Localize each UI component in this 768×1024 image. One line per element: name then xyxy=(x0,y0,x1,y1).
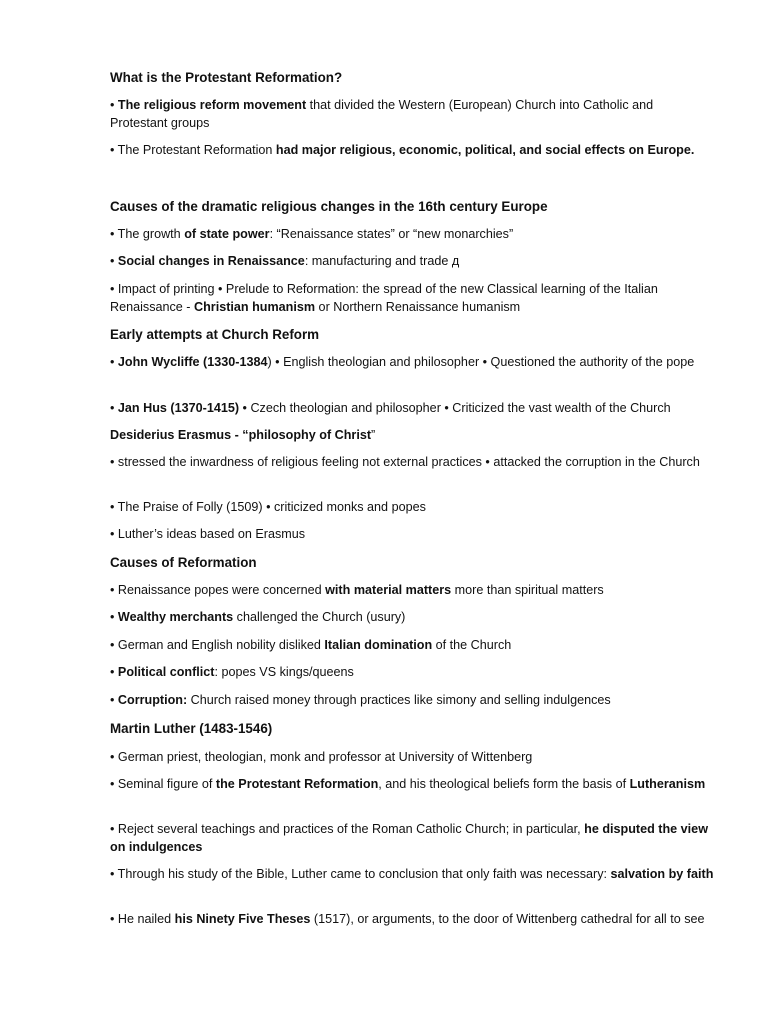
bullet-reject-teachings-run-0: • Reject several teachings and practices of the Roman Catholic Church; in particular, xyxy=(110,822,585,836)
bullet-state-power xyxy=(110,226,714,244)
bullet-state-power-run-0: • The growth xyxy=(110,227,185,241)
bullet-social-changes-run-0: • xyxy=(110,254,118,268)
bullet-religious-reform-run-2: that divided the Western (European) Church into Catholic and Protestant groups xyxy=(110,98,654,130)
bullet-inwardness xyxy=(110,454,714,472)
bullet-seminal-figure-run-2: , and his theological beliefs form the basis of xyxy=(378,777,630,791)
bullet-seminal-figure-run-3: Lutheranism xyxy=(629,777,706,791)
bullet-political-conflict-run-0: • xyxy=(110,665,118,679)
bullet-seminal-figure xyxy=(110,776,714,794)
bullet-renaissance-popes xyxy=(110,582,714,600)
bullet-wealthy-merchants xyxy=(110,609,714,627)
heading-early-attempts xyxy=(110,326,714,344)
bullet-salvation-by-faith-run-0: • Through his study of the Bible, Luther came to conclusion that only faith was necessary: xyxy=(110,867,611,881)
bullet-italian-domination-run-1: Italian domination xyxy=(324,638,433,652)
bullet-social-changes xyxy=(110,253,714,271)
bullet-hus-run-2: • Czech theologian and philosopher • Criticized the vast wealth of the Church xyxy=(239,401,671,415)
heading-early-attempts-run-0: Early attempts at Church Reform xyxy=(110,327,320,342)
bullet-wycliffe-run-1: John Wycliffe (1330-1384 xyxy=(117,355,268,369)
heading-causes-of-reformation xyxy=(110,554,714,572)
heading-what-is-reformation xyxy=(110,69,714,87)
bullet-luther-erasmus-run-0: • Luther’s ideas based on Erasmus xyxy=(110,527,306,541)
bullet-salvation-by-faith xyxy=(110,866,714,884)
heading-causes-16th-century xyxy=(110,198,714,216)
bullet-ninety-five-theses xyxy=(110,911,714,929)
bullet-wycliffe-run-2: ) • English theologian and philosopher • Questioned the authority of the pope xyxy=(267,355,695,369)
bullet-ninety-five-theses-run-0: • He nailed xyxy=(110,912,175,926)
bullet-corruption xyxy=(110,692,714,710)
bullet-renaissance-popes-run-1: with material matters xyxy=(325,583,452,597)
bullet-wycliffe-run-0: • xyxy=(110,355,118,369)
bullet-wealthy-merchants-run-0: • xyxy=(110,610,118,624)
bullet-praise-of-folly xyxy=(110,499,714,517)
bullet-renaissance-popes-run-0: • Renaissance popes were concerned xyxy=(110,583,326,597)
bullet-reject-teachings xyxy=(110,821,714,856)
bullet-salvation-by-faith-run-1: salvation by faith xyxy=(610,867,714,881)
bullet-printing-run-0: • Impact of printing • Prelude to Reformation: the spread of the new Classical learning of the Italian Renaissance - xyxy=(110,282,658,314)
bullet-printing xyxy=(110,281,714,316)
bullet-social-changes-run-1: Social changes in Renaissance xyxy=(117,254,305,268)
bullet-inwardness-run-0: • stressed the inwardness of religious feeling not external practices • attacked the corruption in the Church xyxy=(110,455,700,469)
bullet-religious-reform xyxy=(110,97,714,132)
bullet-luther-erasmus xyxy=(110,526,714,544)
bullet-reject-teachings-run-1: he disputed the view on indulgences xyxy=(110,822,708,854)
bullet-corruption-run-1: Corruption: xyxy=(117,693,188,707)
bullet-major-effects-run-0: • The Protestant Reformation xyxy=(110,143,276,157)
bullet-ninety-five-theses-run-1: his Ninety Five Theses xyxy=(174,912,311,926)
bullet-hus xyxy=(110,400,714,418)
bullet-wealthy-merchants-run-1: Wealthy merchants xyxy=(117,610,234,624)
bullet-renaissance-popes-run-2: more than spiritual matters xyxy=(451,583,604,597)
bullet-seminal-figure-run-1: the Protestant Reformation xyxy=(215,777,379,791)
bullet-hus-run-1: Jan Hus (1370-1415) xyxy=(117,401,240,415)
bullet-italian-domination-run-2: of the Church xyxy=(432,638,512,652)
subheading-erasmus xyxy=(110,427,714,445)
bullet-wealthy-merchants-run-2: challenged the Church (usury) xyxy=(233,610,406,624)
heading-martin-luther xyxy=(110,720,714,738)
bullet-hus-run-0: • xyxy=(110,401,118,415)
bullet-political-conflict-run-1: Political conflict xyxy=(117,665,215,679)
bullet-social-changes-run-2: : manufacturing and trade д xyxy=(304,254,460,268)
bullet-german-priest-run-0: • German priest, theologian, monk and professor at University of Wittenberg xyxy=(110,750,533,764)
bullet-religious-reform-run-0: • xyxy=(110,98,118,112)
heading-martin-luther-run-0: Martin Luther (1483-1546) xyxy=(110,721,273,736)
bullet-praise-of-folly-run-0: • The Praise of Folly (1509) • criticized monks and popes xyxy=(110,500,426,514)
bullet-political-conflict-run-2: : popes VS kings/queens xyxy=(214,665,354,679)
bullet-state-power-run-1: of state power xyxy=(184,227,270,241)
bullet-ninety-five-theses-run-2: (1517), or arguments, to the door of Wittenberg cathedral for all to see xyxy=(310,912,705,926)
bullet-italian-domination-run-0: • German and English nobility disliked xyxy=(110,638,325,652)
bullet-state-power-run-2: : “Renaissance states” or “new monarchies” xyxy=(269,227,514,241)
bullet-major-effects xyxy=(110,142,714,160)
bullet-corruption-run-2: Church raised money through practices like simony and selling indulgences xyxy=(187,693,611,707)
bullet-major-effects-run-1: had major religious, economic, political, and social effects on Europe. xyxy=(275,143,695,157)
bullet-wycliffe xyxy=(110,354,714,372)
bullet-printing-run-1: Christian humanism xyxy=(194,299,316,314)
heading-causes-16th-century-run-0: Causes of the dramatic religious changes in the 16th century Europe xyxy=(110,199,548,214)
bullet-printing-run-2: or Northern Renaissance humanism xyxy=(315,299,521,314)
bullet-german-priest xyxy=(110,749,714,767)
subheading-erasmus-run-1: ” xyxy=(371,428,376,442)
bullet-seminal-figure-run-0: • Seminal figure of xyxy=(110,777,216,791)
bullet-religious-reform-run-1: The religious reform movement xyxy=(117,98,307,112)
bullet-political-conflict xyxy=(110,664,714,682)
bullet-corruption-run-0: • xyxy=(110,693,118,707)
subheading-erasmus-run-0: Desiderius Erasmus - “philosophy of Christ xyxy=(110,428,372,442)
bullet-italian-domination xyxy=(110,637,714,655)
heading-causes-of-reformation-run-0: Causes of Reformation xyxy=(110,555,257,570)
heading-what-is-reformation-run-0: What is the Protestant Reformation? xyxy=(110,70,343,85)
